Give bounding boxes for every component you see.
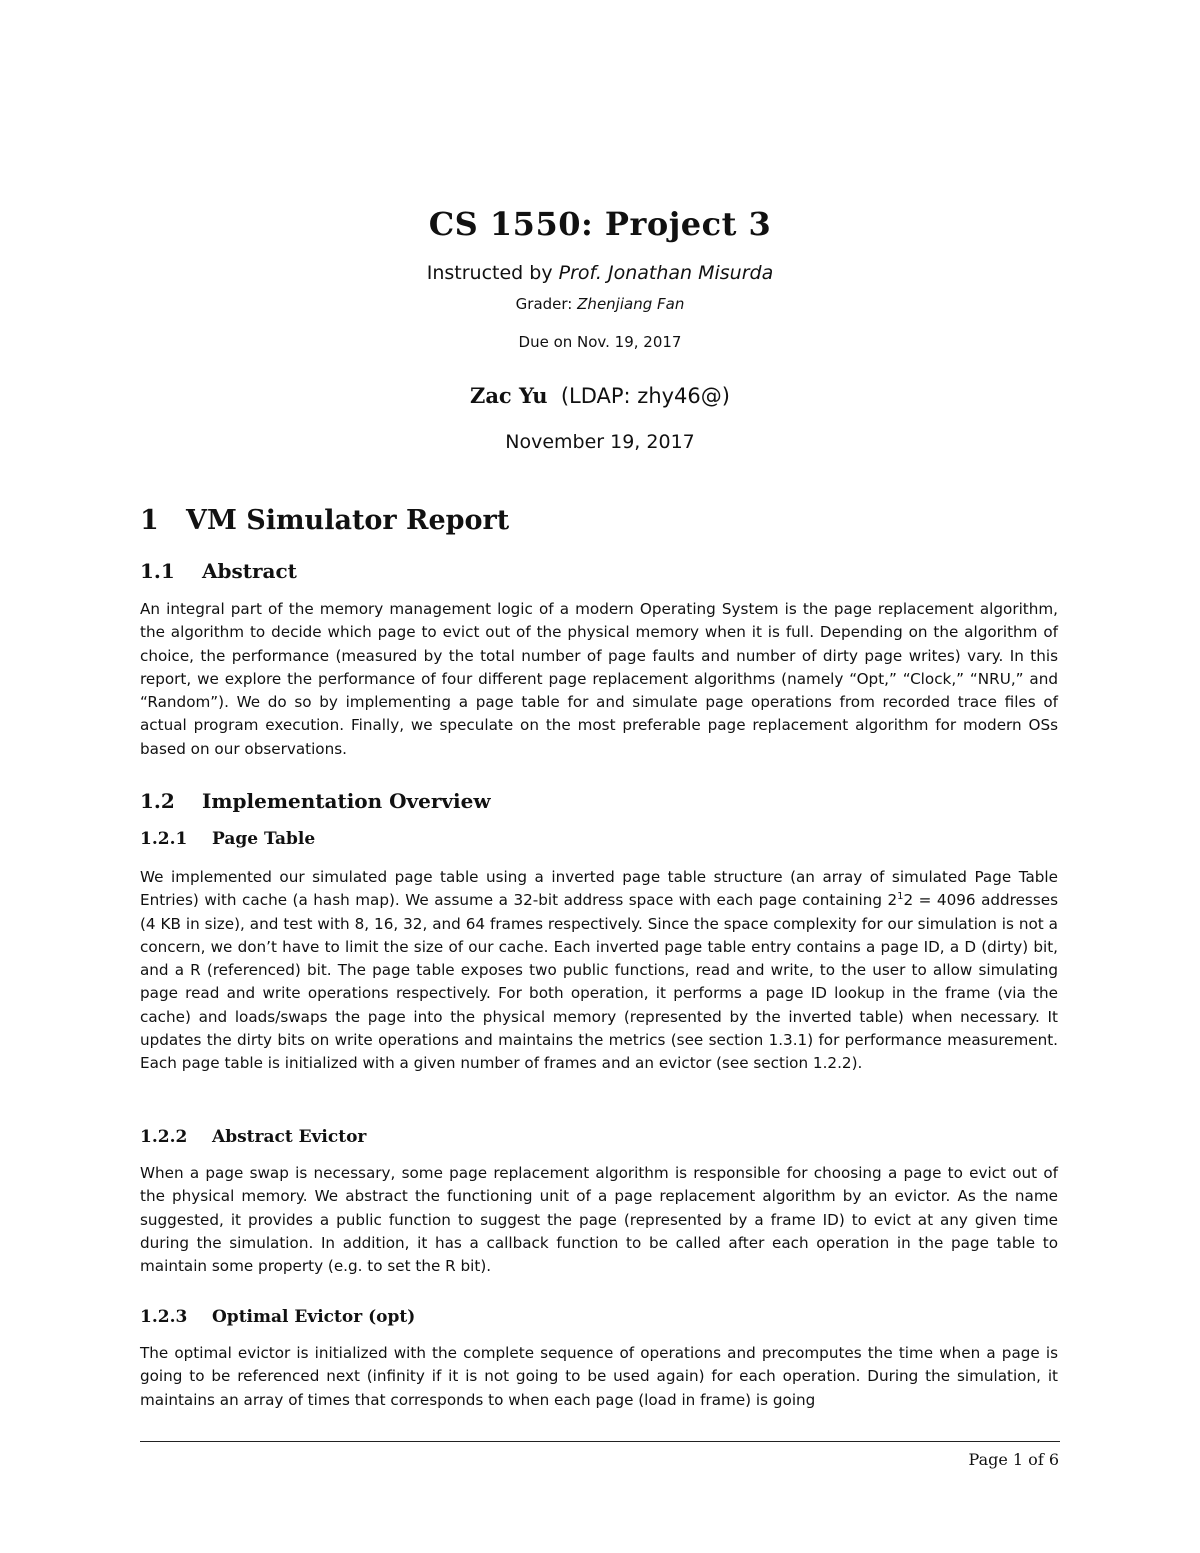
author-line [0,383,1200,408]
document-date: November 19, 2017 [505,431,695,453]
subsection-number: 1.2 [140,789,175,813]
subsubsection-title: Abstract Evictor [212,1127,367,1147]
subsubsection-number: 1.2.2 [140,1127,188,1147]
page-table-text-b: 2 = 4096 addresses (4 KB in size), and test with 8, 16, 32, and 64 frames respectively. Since the space complexity for our simulation is not a concern, we don’t have to limit the size of our cache. Each inverted page table entry contains a page ID, a D (dirty) bit, and a R (referenced) bit. The page table exposes two public functions, read and write, to the user to allow simulating page read and write operations respectively. For both operation, it performs a page ID lookup in the frame (via the cache) and loads/swaps the page into the physical memory (represented by the inverted table) when necessary. It updates the dirty bits on write operations and maintains the metrics (see section 1.3.1) for performance measurement. Each page table is initialized with a given number of frames and an evictor (see section 1.2.2). [140,891,1058,1073]
due-date: Due on Nov. 19, 2017 [518,333,682,351]
grader-name: Zhenjiang Fan [577,295,685,313]
subsection-heading-implementation [140,789,491,813]
page-table-text-a: We implemented our simulated page table using a inverted page table structure (an array of simulated Page Table Entries) with cache (a hash map). We assume a 32-bit address space with each page containing 2 [140,868,1058,910]
subsubsection-heading-optimal-evictor [140,1307,415,1327]
subsubsection-number: 1.2.1 [140,829,188,849]
instructor-prefix: Instructed by [426,262,553,284]
subsubsection-heading-page-table [140,829,315,849]
instructor-name: Prof. Jonathan Misurda [558,262,774,284]
page-table-paragraph [140,866,1058,1076]
subsubsection-title: Page Table [212,829,316,849]
page-table-superscript: 1 [897,891,904,903]
instructor-line [0,262,1200,284]
section-number: 1 [140,505,159,536]
author-ldap: (LDAP: zhy46@) [560,384,730,408]
subsubsection-number: 1.2.3 [140,1307,188,1327]
grader-prefix: Grader: [515,295,573,313]
author-name: Zac Yu [470,383,548,408]
abstract-evictor-paragraph: When a page swap is necessary, some page replacement algorithm is responsible for choosing a page to evict out of the physical memory. We abstract the functioning unit of a page replacement algorithm by an evictor. As the name suggested, it provides a public function to suggest the page (represented by a frame ID) to evict at any given time during the simulation. In addition, it has a callback function to be called after each operation in the page table to maintain some property (e.g. to set the R bit). [140,1164,1058,1276]
document-title: CS 1550: Project 3 [428,205,772,243]
section-title: VM Simulator Report [186,505,510,536]
abstract-paragraph: An integral part of the memory management logic of a modern Operating System is the page replacement algorithm, the algorithm to decide which page to evict out of the physical memory when it is full. Depending on the algorithm of choice, the performance (measured by the total number of page faults and number of dirty page writes) vary. In this report, we explore the performance of four different page replacement algorithms (namely “Opt,” “Clock,” “NRU,” and “Random”). We do so by implementing a page table for and simulate page operations from recorded trace files of actual program execution. Finally, we speculate on the most preferable page replacement algorithm for modern OSs based on our observations. [140,600,1058,758]
optimal-evictor-paragraph: The optimal evictor is initialized with the complete sequence of operations and precomputes the time when a page is going to be referenced next (infinity if it is not going to be used again) for each operation. During the simulation, it maintains an array of times that corresponds to when each page (load in frame) is going [140,1344,1058,1409]
subsubsection-heading-abstract-evictor [140,1127,366,1147]
subsubsection-title: Optimal Evictor (opt) [212,1307,416,1327]
subsection-title: Abstract [202,559,297,583]
subsection-heading-abstract [140,559,297,583]
subsection-title: Implementation Overview [202,789,491,813]
page-number: Page 1 of 6 [968,1450,1059,1469]
section-heading [140,505,509,536]
footer-rule [140,1441,1060,1442]
subsection-number: 1.1 [140,559,175,583]
grader-line [0,295,1200,313]
